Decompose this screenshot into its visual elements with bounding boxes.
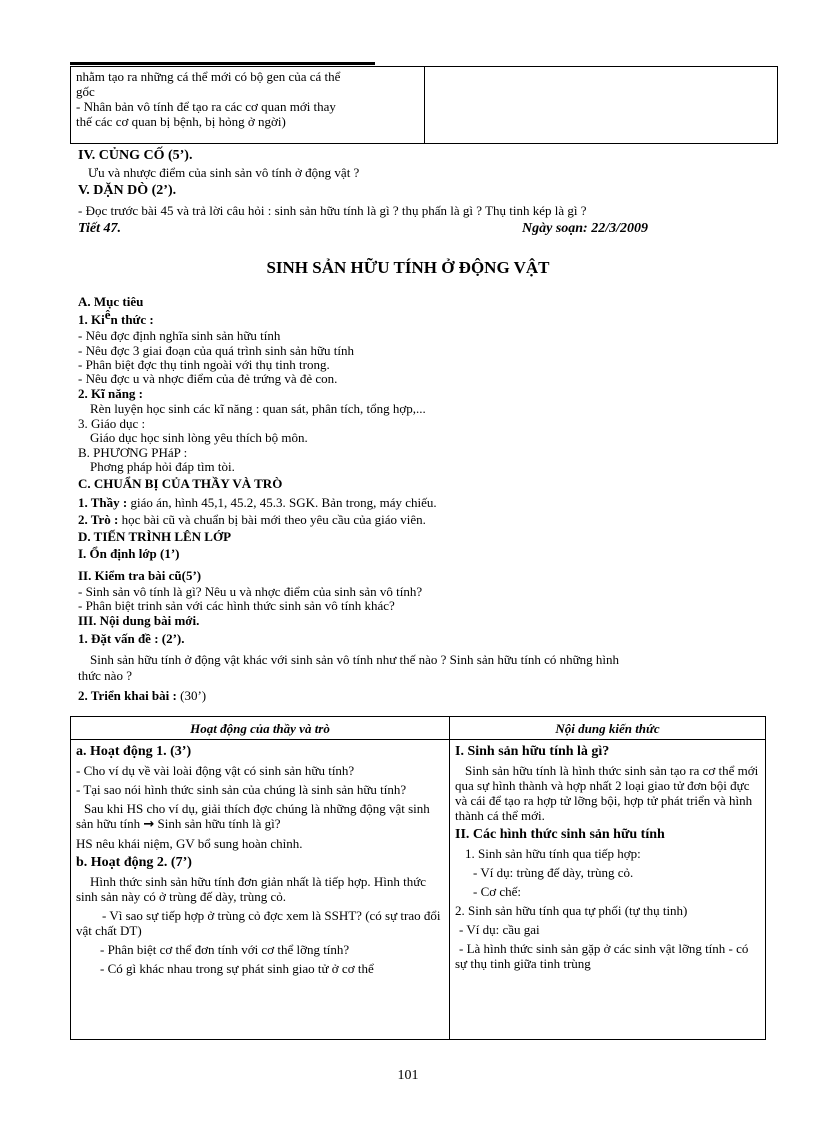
content-text: - Ví dụ: trùng đế dày, trùng cỏ.: [473, 865, 634, 880]
column-header-content: Nội dung kiến thức: [450, 717, 766, 740]
continuation-line: - Nhân bản vô tính để tạo ra các cơ quan mới thay: [76, 99, 336, 114]
arrow-right-icon: →: [143, 817, 155, 832]
activity-text: - Vì sao sự tiếp hợp ở trùng cỏ đợc xem là SSHT? (có sự trao đổi vật chất DT): [76, 908, 441, 938]
problem-statement-text: thức nào ?: [78, 668, 132, 683]
teacher-prep: 1. Thầy : giáo án, hình 45,1, 45.2, 45.3. SGK. Bản trong, máy chiếu.: [78, 495, 437, 510]
activity-1-heading: a. Hoạt động 1. (3’): [76, 744, 192, 759]
section-4-text: Ưu và nhược điểm của sinh sản vô tính ở động vật ?: [88, 165, 360, 180]
continuation-line: gốc: [76, 84, 95, 99]
skills-heading: 2. Kĩ năng :: [78, 386, 144, 401]
education-heading: 3. Giáo dục :: [78, 416, 146, 431]
column-header-activities: Hoạt động của thầy và trò: [71, 717, 450, 740]
lesson-development: 2. Triển khai bài : (30’): [78, 688, 207, 703]
content-heading-1: I. Sinh sản hữu tính là gì?: [455, 744, 610, 759]
preparation-heading: C. CHUẨN BỊ CỦA THẦY VÀ TRÒ: [78, 476, 283, 491]
content-heading-2: II. Các hình thức sinh sản hữu tính: [455, 827, 665, 842]
knowledge-heading: 1. Kiên thức :: [78, 307, 154, 327]
continuation-line: nhằm tạo ra những cá thể mới có bộ gen của cá thể: [76, 69, 341, 84]
procedure-step-1: I. Ổn định lớp (1’): [78, 546, 180, 561]
content-text: - Cơ chế:: [473, 884, 522, 899]
problem-statement-heading: 1. Đặt vấn đề : (2’).: [78, 631, 185, 646]
continuation-table: [70, 66, 778, 144]
content-text: 1. Sinh sản hữu tính qua tiếp hợp:: [465, 846, 641, 861]
objectives-heading: A. Mục tiêu: [78, 294, 144, 309]
lesson-table: [70, 716, 766, 1040]
student-prep: 2. Trò : học bài cũ và chuẩn bị bài mới theo yêu cầu của giáo viên.: [78, 512, 426, 527]
method-heading: B. PHƯƠNG PHáP :: [78, 445, 188, 460]
education-item: Giáo dục học sinh lòng yêu thích bộ môn.: [90, 430, 308, 445]
knowledge-item: - Nêu đợc u và nhợc điểm của đẻ trứng và đẻ con.: [78, 371, 338, 386]
knowledge-item: - Phân biệt đợc thụ tinh ngoài với thụ tinh trong.: [78, 357, 330, 372]
content-text: - Là hình thức sinh sản gặp ở các sinh vật lỡng tính - có sự thụ tinh giữa tinh trùng: [455, 941, 749, 971]
content-text: Sinh sản hữu tính là hình thức sinh sản tạo ra cơ thể mới qua sự hình thành và hợp nhất 2 loại giao tử đơn bội đực và cái để tạo ra hợp tử lỡng bội, hợp tử phát triển và hình thành cá thể mới.: [455, 763, 759, 823]
lesson-title: SINH SẢN HỮU TÍNH Ở ĐỘNG VẬT: [266, 258, 550, 277]
skills-item: Rèn luyện học sinh các kĩ năng : quan sát, phân tích, tổng hợp,...: [90, 401, 426, 416]
knowledge-item: - Nêu đợc 3 giai đoạn của quá trình sinh sản hữu tính: [78, 343, 355, 358]
activity-text: Hình thức sinh sản hữu tính đơn giản nhất là tiếp hợp. Hình thức sinh sản này có ở trùng đế dày, trùng cỏ.: [76, 874, 427, 904]
problem-statement-text: Sinh sản hữu tính ở động vật khác với sinh sản vô tính như thế nào ? Sinh sản hữu tính có những hình: [90, 652, 620, 667]
activity-2-heading: b. Hoạt động 2. (7’): [76, 855, 192, 870]
activity-text: - Cho ví dụ về vài loài động vật có sinh sản hữu tính?: [76, 763, 355, 778]
continuation-left-cell: [71, 67, 425, 144]
activity-text: Sau khi HS cho ví dụ, giải thích đợc chúng là những động vật sinh sản hữu tính → Sinh sản hữu tính là gì?: [76, 801, 430, 832]
content-text: - Ví dụ: cầu gai: [459, 922, 540, 937]
procedure-step-3: III. Nội dung bài mới.: [78, 613, 200, 628]
activity-text: - Phân biệt cơ thể đơn tính với cơ thể lỡng tính?: [100, 942, 350, 957]
top-rule: [70, 62, 375, 65]
activity-text: HS nêu khái niệm, GV bổ sung hoàn chỉnh.: [76, 836, 303, 851]
continuation-line: thế các cơ quan bị bệnh, bị hỏng ở ngời): [76, 114, 286, 129]
content-text: 2. Sinh sản hữu tính qua tự phối (tự thụ tinh): [455, 903, 688, 918]
page-number: 101: [397, 1068, 419, 1083]
procedure-step-2: II. Kiểm tra bài cũ(5’): [78, 568, 202, 583]
content-cell: [450, 740, 766, 1040]
activities-cell: [71, 740, 450, 1040]
method-item: Phơng pháp hỏi đáp tìm tòi.: [90, 459, 235, 474]
procedure-heading: D. TIẾN TRÌNH LÊN LỚP: [78, 529, 232, 544]
continuation-right-cell: [425, 67, 778, 144]
review-question: - Sinh sản vô tính là gì? Nêu u và nhợc điểm của sinh sản vô tính?: [78, 584, 423, 599]
section-5-text: - Đọc trước bài 45 và trả lời câu hỏi : sinh sản hữu tính là gì ? thụ phấn là gì ? Thụ tinh kép là gì ?: [78, 203, 587, 218]
knowledge-item: - Nêu đợc định nghĩa sinh sản hữu tính: [78, 328, 281, 343]
lesson-date: Ngày soạn: 22/3/2009: [522, 221, 648, 236]
lesson-number: Tiết 47.: [78, 221, 122, 236]
activity-text: - Có gì khác nhau trong sự phát sinh giao tử ở cơ thể: [100, 961, 374, 976]
activity-text: - Tại sao nói hình thức sinh sản của chúng là sinh sản hữu tính?: [76, 782, 407, 797]
review-question: - Phân biệt trinh sản với các hình thức sinh sản vô tính khác?: [78, 598, 395, 613]
section-5-heading: V. DẶN DÒ (2’).: [78, 183, 177, 198]
section-4-heading: IV. CỦNG CỐ (5’).: [78, 148, 193, 163]
